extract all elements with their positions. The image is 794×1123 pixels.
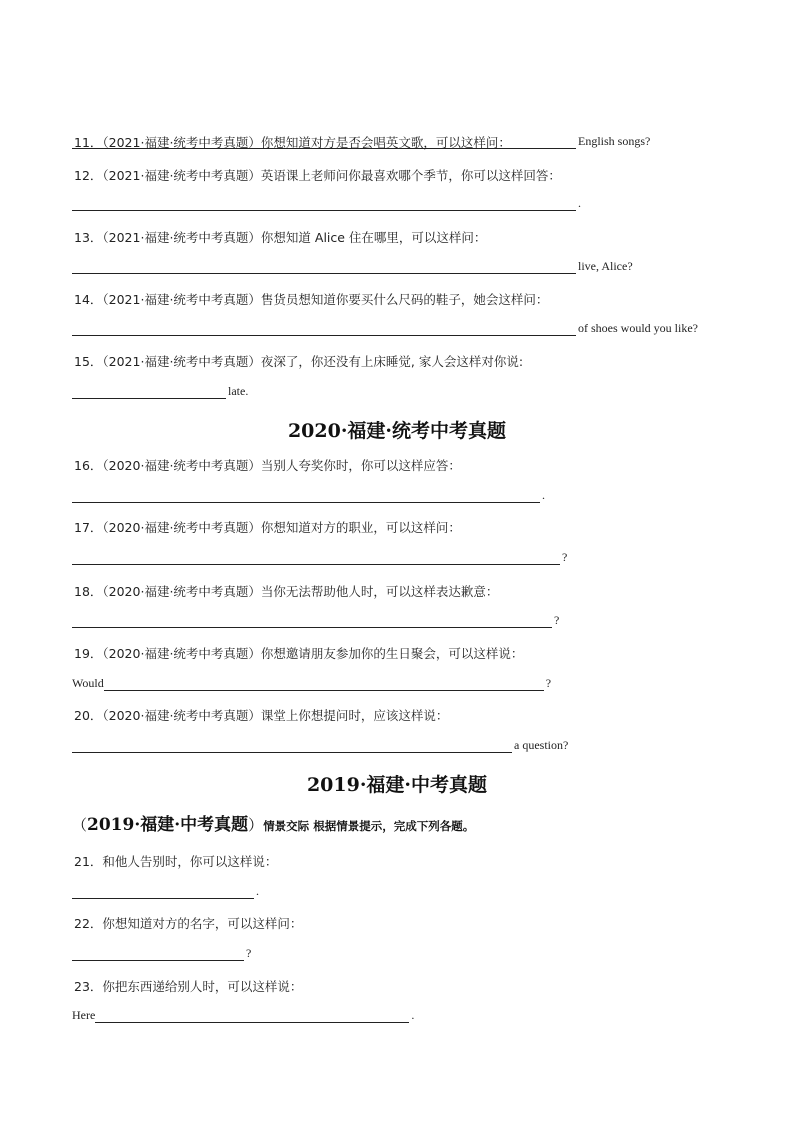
answer-blank[interactable]	[72, 947, 244, 961]
answer-blank[interactable]	[72, 489, 540, 503]
question-number: 22．	[74, 916, 103, 931]
question-15	[74, 352, 523, 370]
answer-tail: late.	[228, 384, 249, 398]
question-text: 课堂上你想提问时，应该这样说：	[260, 708, 449, 723]
question-source: （2020·福建·统考中考真题）	[102, 458, 261, 473]
question-source: （2021·福建·统考中考真题）	[102, 230, 261, 245]
answer-15	[72, 384, 248, 399]
answer-lead: Would	[72, 676, 104, 690]
question-source: （2021·福建·统考中考真题）	[102, 168, 261, 183]
answer-tail: a question?	[514, 738, 569, 752]
question-text: 你想邀请朋友参加你的生日聚会，可以这样说：	[260, 646, 524, 661]
answer-blank[interactable]	[72, 885, 254, 899]
question-text: 和他人告别时，你可以这样说：	[102, 854, 278, 869]
question-number: 19．	[74, 646, 103, 661]
paren-close: ）	[248, 816, 264, 834]
question-23	[74, 977, 302, 995]
answer-blank[interactable]	[72, 739, 512, 753]
question-22	[74, 914, 302, 932]
answer-tail: ?	[554, 613, 560, 627]
question-number: 17．	[74, 520, 103, 535]
answer-23	[72, 1008, 414, 1023]
answer-18	[72, 613, 559, 628]
paren-open: （	[72, 816, 88, 834]
question-14	[74, 290, 548, 308]
question-number: 23．	[74, 979, 103, 994]
answer-12	[72, 196, 581, 211]
question-source: （2020·福建·统考中考真题）	[102, 646, 261, 661]
answer-blank[interactable]	[72, 260, 576, 274]
answer-blank[interactable]	[104, 677, 544, 691]
question-number: 11．	[74, 135, 103, 150]
question-text: 夜深了，你还没有上床睡觉, 家人会这样对你说:	[260, 354, 524, 369]
question-number: 21．	[74, 854, 103, 869]
question-text: 你想知道对方是否会唱英文歌，可以这样问：	[260, 135, 511, 150]
answer-blank[interactable]	[72, 551, 560, 565]
question-source: （2021·福建·统考中考真题）	[102, 135, 261, 150]
section-title-2020: 2020·福建·统考中考真题	[287, 420, 507, 442]
question-text: 你把东西递给别人时，可以这样说：	[102, 979, 303, 994]
question-source: （2020·福建·统考中考真题）	[102, 584, 261, 599]
answer-tail: ?	[246, 946, 252, 960]
question-number: 13．	[74, 230, 103, 245]
question-17	[74, 518, 461, 536]
question-16	[74, 456, 461, 474]
question-source: （2020·福建·统考中考真题）	[102, 520, 261, 535]
question-text: 你想知道 Alice 住在哪里，可以这样问：	[260, 230, 487, 245]
answer-tail: ?	[562, 550, 568, 564]
question-12	[74, 166, 561, 184]
answer-20	[72, 738, 568, 753]
answer-blank[interactable]	[72, 135, 576, 149]
answer-16	[72, 488, 545, 503]
question-21	[74, 852, 277, 870]
answer-tail: ?	[545, 676, 552, 690]
section-subheading-2019	[72, 810, 474, 835]
subheading-instruction: 情景交际 根据情景提示，完成下列各题。	[263, 819, 475, 833]
question-text: 售货员想知道你要买什么尺码的鞋子，她会这样问：	[260, 292, 549, 307]
question-number: 12．	[74, 168, 103, 183]
question-13	[74, 228, 486, 246]
question-19	[74, 644, 523, 662]
question-text: 你想知道对方的职业，可以这样问：	[260, 520, 461, 535]
question-source: （2021·福建·统考中考真题）	[102, 354, 261, 369]
question-number: 14．	[74, 292, 103, 307]
question-number: 20．	[74, 708, 103, 723]
question-number: 16．	[74, 458, 103, 473]
section-title-2019: 2019·福建·中考真题	[306, 774, 488, 796]
answer-17	[72, 550, 567, 565]
answer-tail: .	[542, 488, 545, 502]
answer-14	[72, 321, 698, 336]
answer-19	[72, 676, 551, 691]
question-number: 15．	[74, 354, 103, 369]
answer-blank[interactable]	[72, 322, 576, 336]
answer-22	[72, 946, 251, 961]
answer-13	[72, 259, 633, 274]
question-text: 当别人夸奖你时，你可以这样应答：	[260, 458, 461, 473]
answer-tail: .	[578, 196, 581, 210]
answer-tail: of shoes would you like?	[578, 321, 698, 335]
answer-tail: .	[256, 884, 259, 898]
answer-lead: Here	[72, 1008, 96, 1022]
question-number: 18．	[74, 584, 103, 599]
answer-blank[interactable]	[72, 197, 576, 211]
subheading-source: 2019·福建·中考真题	[87, 815, 249, 835]
question-text: 你想知道对方的名字，可以这样问：	[102, 916, 303, 931]
answer-blank[interactable]	[72, 385, 226, 399]
answer-21	[72, 884, 259, 899]
question-20	[74, 706, 448, 724]
question-text: 英语课上老师问你最喜欢哪个季节，你可以这样回答：	[260, 168, 561, 183]
question-source: （2020·福建·统考中考真题）	[102, 708, 261, 723]
answer-tail: English songs?	[578, 134, 651, 148]
question-18	[74, 582, 498, 600]
answer-tail: live, Alice?	[578, 259, 633, 273]
question-text: 当你无法帮助他人时，可以这样表达歉意：	[260, 584, 499, 599]
answer-blank[interactable]	[95, 1009, 409, 1023]
answer-tail: .	[411, 1008, 415, 1022]
answer-11	[72, 134, 650, 149]
answer-blank[interactable]	[72, 614, 552, 628]
question-source: （2021·福建·统考中考真题）	[102, 292, 261, 307]
